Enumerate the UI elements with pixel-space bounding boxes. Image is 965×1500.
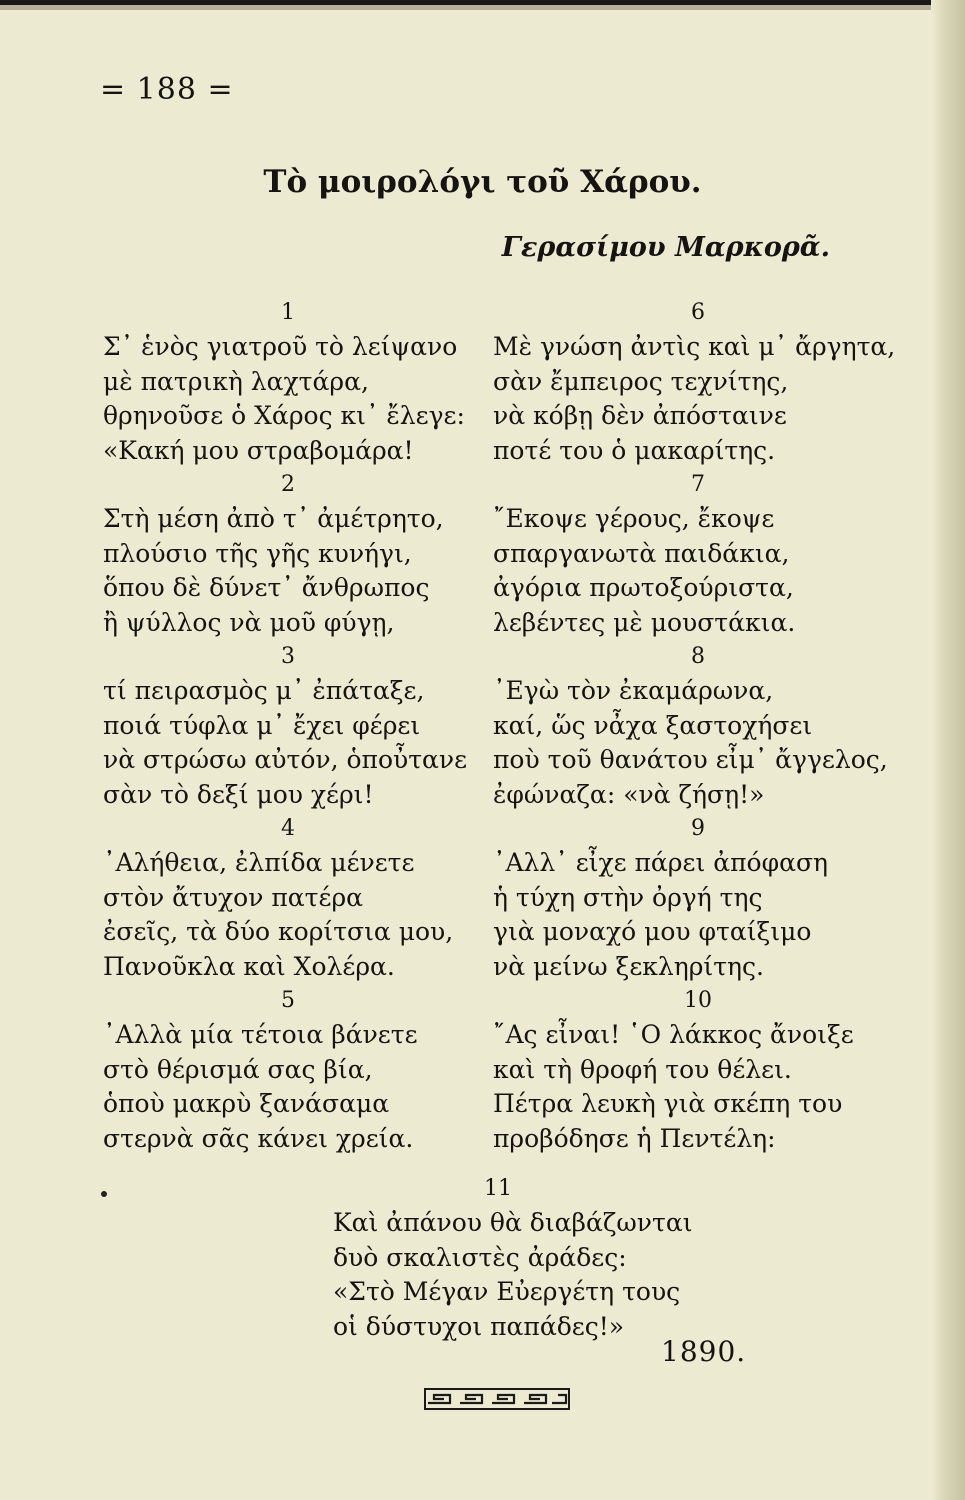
verse-line: ᾿Αλλ᾿ εἶχε πάρει ἀπόφαση (493, 848, 828, 877)
verse-line: ὁποὺ μακρὺ ξανάσαμα (103, 1089, 390, 1118)
verse-line: λεβέντες μὲ μουστάκια. (493, 607, 796, 637)
verse-line: στὸ θέρισμά σας βία, (103, 1054, 373, 1084)
stanza (103, 640, 503, 812)
verse-line: ῎Ας εἶναι! ῾Ο λάκκος ἄνοιξε (493, 1020, 854, 1049)
verse-line: στὸν ἄτυχον πατέρα (103, 882, 364, 912)
verse-line: σπαργανωτὰ παιδάκια, (493, 538, 790, 568)
verse-line: στερνὰ σᾶς κάνει χρεία. (103, 1123, 414, 1153)
verse-line: οἱ δύστυχοι παπάδες!» (333, 1311, 625, 1341)
verse-line: πλούσιο τῆς γῆς κυνήγι, (103, 538, 412, 568)
stanza (103, 984, 503, 1156)
verse-line: ἐσεῖς, τὰ δύο κορίτσια μου, (103, 917, 454, 946)
verse-line: Πέτρα λευκὴ γιὰ σκέπη του (493, 1089, 843, 1118)
verse-line: ποὺ τοῦ θανάτου εἶμ᾿ ἄγγελος, (493, 745, 888, 774)
stanza-number: 9 (691, 816, 705, 841)
stanza (103, 296, 503, 468)
stanza-number: 8 (691, 644, 705, 669)
verse-line: ἡ τύχη στὴν ὀργή της (493, 882, 763, 912)
right-column (493, 296, 896, 1156)
stanza-number: 5 (281, 988, 295, 1013)
verse-line: σὰν ἔμπειρος τεχνίτης, (493, 366, 789, 396)
page-right-edge (931, 0, 965, 1500)
stanza (493, 812, 893, 984)
verse-line: ᾿Αλήθεια, ἐλπίδα μένετε (103, 848, 415, 877)
verse-line: Καὶ ἀπάνου θὰ διαβάζωνται (333, 1208, 693, 1237)
stanza (103, 812, 503, 984)
verse-line: Στὴ μέση ἀπὸ τ᾿ ἀμέτρητο, (103, 504, 444, 533)
verse-line: μὲ πατρικὴ λαχτάρα, (103, 366, 369, 396)
verse-line: ποτέ του ὁ μακαρίτης. (493, 435, 776, 465)
verse-line: Σ᾿ ἑνὸς γιατροῦ τὸ λείψανο (103, 332, 458, 361)
stanza-number: 3 (281, 644, 295, 669)
verse-line: ᾿Αλλὰ μία τέτοια βάνετε (103, 1020, 418, 1049)
stanza-number: 6 (691, 300, 705, 325)
verse-line: ἐφώναζα: «νὰ ζήσῃ!» (493, 779, 765, 809)
stanza-number: 7 (691, 472, 705, 497)
verse-line: ῎Εκοψε γέρους, ἔκοψε (493, 504, 775, 533)
verse-line: σὰν τὸ δεξί μου χέρι! (103, 779, 374, 809)
verse-line: ὅπου δὲ δύνετ᾿ ἄνθρωπος (103, 573, 430, 602)
stanza (493, 296, 896, 468)
stanza (493, 640, 893, 812)
poem-author: Γερασίμου Μαρκορᾶ. (501, 232, 830, 263)
page-top-edge (0, 0, 965, 10)
verse-line: γιὰ μοναχό μου φταίξιμο (493, 917, 812, 946)
stanza (493, 984, 893, 1156)
stanza-number: 4 (281, 816, 295, 841)
stanza (493, 468, 893, 640)
verse-line: νὰ μείνω ξεκληρίτης. (493, 951, 764, 981)
stanza-number: 10 (684, 988, 712, 1013)
poem-title: Τὸ μοιρολόγι τοῦ Χάρου. (263, 164, 702, 200)
verse-line: Μὲ γνώση ἀντὶς καὶ μ᾿ ἄργητα, (493, 332, 896, 361)
verse-line: τί πειρασμὸς μ᾿ ἐπάταξε, (103, 676, 425, 705)
verse-line: ᾿Εγὼ τὸν ἐκαμάρωνα, (493, 676, 774, 705)
ink-dot (101, 1191, 107, 1197)
verse-line: νὰ στρώσω αὐτόν, ὁποὖτανε (103, 745, 468, 774)
verse-line: δυὸ σκαλιστὲς ἀράδες: (333, 1242, 627, 1272)
verse-line: «Κακή μου στραβομάρα! (103, 435, 414, 465)
stanza-number: 2 (281, 472, 295, 497)
verse-line: ποιά τύφλα μ᾿ ἔχει φέρει (103, 710, 421, 740)
stanza-number: 11 (484, 1176, 512, 1201)
stanza-number: 1 (281, 300, 295, 325)
verse-line: νὰ κόβῃ δὲν ἀπόσταινε (493, 401, 787, 430)
verse-line: Πανοῦκλα καὶ Χολέρα. (103, 951, 395, 981)
verse-line: ἢ ψύλλος νὰ μοῦ φύγῃ, (103, 607, 395, 637)
verse-line: καὶ τὴ θροφή του θέλει. (493, 1054, 792, 1084)
verse-line: καί, ὥς νἆχα ξαστοχήσει (493, 710, 813, 740)
verse-line: προβόδησε ἡ Πεντέλη: (493, 1123, 776, 1153)
page-number: = 188 = (100, 72, 234, 107)
poem-date: 1890. (661, 1335, 747, 1368)
decorative-ornament-icon (424, 1388, 570, 1414)
verse-line: θρηνοῦσε ὁ Χάρος κι᾿ ἔλεγε: (103, 401, 465, 430)
final-stanza (333, 1172, 753, 1344)
verse-line: «Στὸ Μέγαν Εὐεργέτη τους (333, 1277, 681, 1306)
verse-line: ἀγόρια πρωτοξούριστα, (493, 573, 794, 602)
stanza (103, 468, 503, 640)
left-column (103, 296, 503, 1156)
